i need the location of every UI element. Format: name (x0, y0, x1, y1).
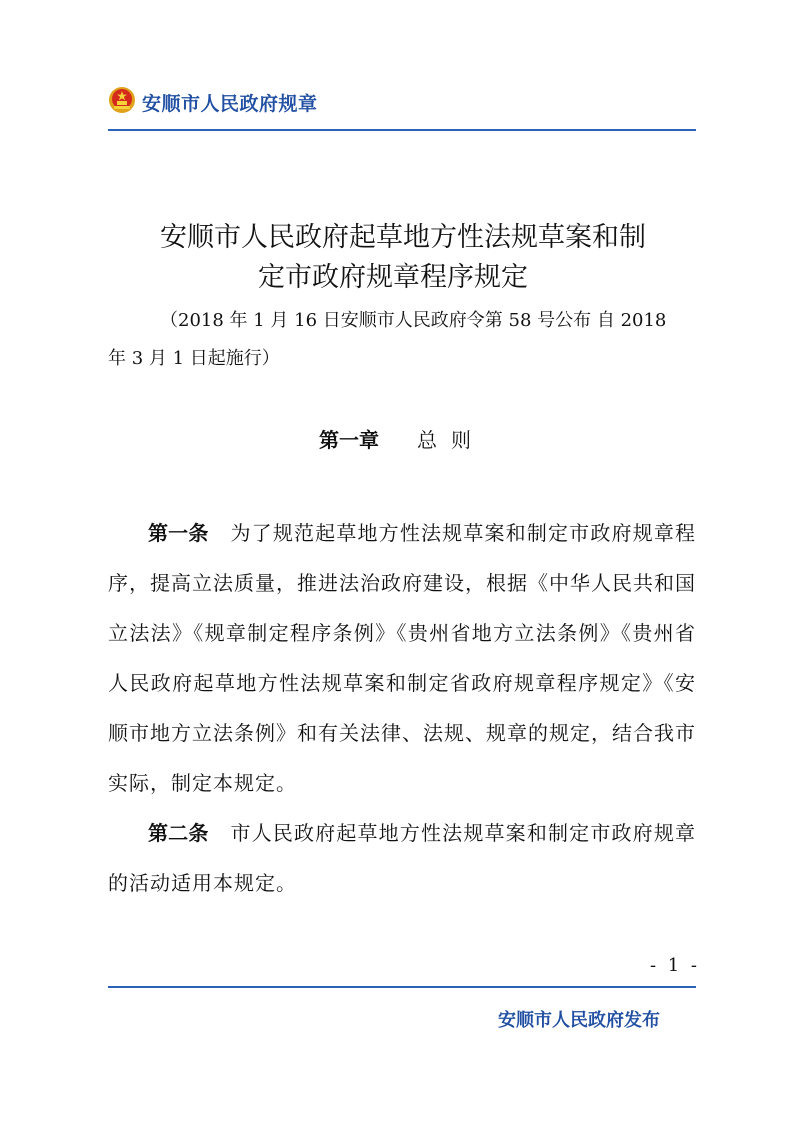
article-2-text: 市人民政府起草地方性法规草案和制定市政府规章的活动适用本规定。 (108, 821, 696, 895)
header-divider (108, 129, 696, 131)
article-1 (108, 508, 696, 808)
article-1-text: 为了规范起草地方性法规草案和制定市政府规章程序，提高立法质量，推进法治政府建设，根据《中华人民共和国立法法》《规章制定程序条例》《贵州省地方立法条例》《贵州省人民政府起草地方性法规草案和制定省政府规章程序规定》《安顺市地方立法条例》和有关法律、法规、规章的规定，结合我市实际，制定本规定。 (108, 521, 696, 795)
header-title: 安顺市人民政府规章 (142, 93, 318, 115)
article-2 (108, 808, 696, 908)
national-emblem-icon (108, 86, 136, 114)
footer-divider (108, 986, 696, 988)
publisher-label: 安顺市人民政府发布 (498, 1010, 660, 1031)
articles-body (108, 508, 696, 908)
promulgation-note (108, 302, 696, 378)
promulgation-line-2: 年 3 月 1 日起施行） (108, 348, 280, 369)
article-2-number: 第二条 (148, 821, 209, 845)
page-number: - 1 - (649, 955, 700, 976)
page-header (108, 86, 696, 132)
document-title (108, 218, 696, 298)
chapter-heading (108, 424, 696, 456)
document-title-line-2: 定市政府规章程序规定 (258, 262, 528, 293)
chapter-title: 总则 (417, 428, 485, 452)
document-title-line-1: 安顺市人民政府起草地方性法规草案和制 (160, 222, 646, 253)
chapter-number: 第一章 (319, 428, 379, 452)
article-1-number: 第一条 (148, 521, 209, 545)
promulgation-line-1: （2018 年 1 月 16 日安顺市人民政府令第 58 号公布 自 2018 (160, 310, 667, 331)
